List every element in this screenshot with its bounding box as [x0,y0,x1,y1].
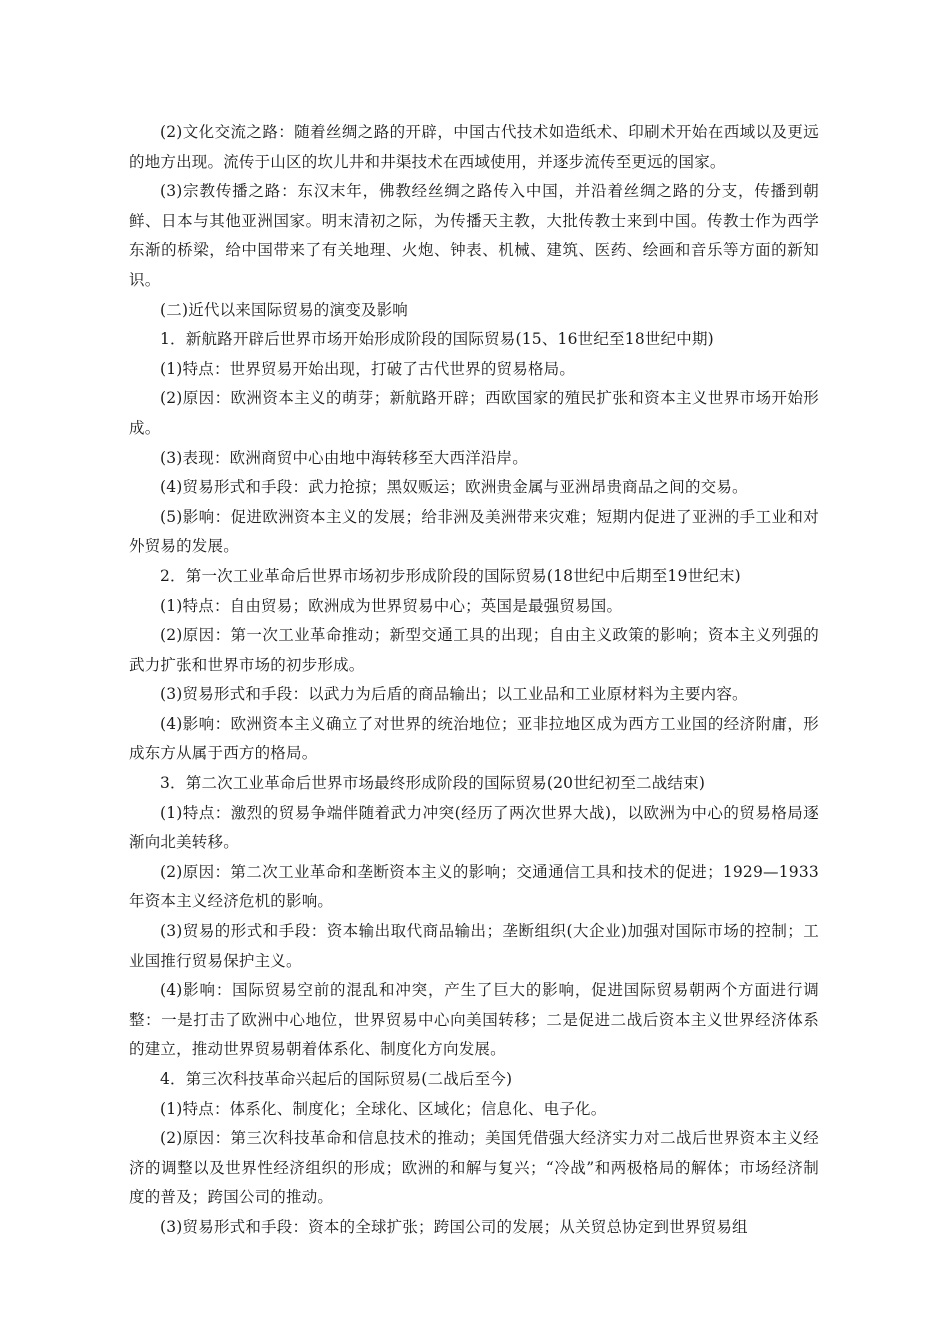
paragraph-item: (3)表现：欧洲商贸中心由地中海转移至大西洋沿岸。 [160,448,528,467]
paragraph-item: (2)原因：欧洲资本主义的萌芽；新航路开辟；西欧国家的殖民扩张和资本主义世界市场开始形成。 [129,389,819,437]
paragraph-item: (3)贸易的形式和手段：资本输出取代商品输出；垄断组织(大企业)加强对国际市场的控制；工业国推行贸易保护主义。 [129,922,819,970]
paragraph-item: (4)贸易形式和手段：武力抢掠；黑奴贩运；欧洲贵金属与亚洲昂贵商品之间的交易。 [160,478,748,497]
paragraph-item: (4)影响：国际贸易空前的混乱和冲突，产生了巨大的影响，促进国际贸易朝两个方面进行调整：一是打击了欧洲中心地位，世界贸易中心向美国转移；二是促进二战后资本主义世界经济体系的建立，推动世界贸易朝着体系化、制度化方向发展。 [129,981,819,1059]
paragraph-item: (3)贸易形式和手段：资本的全球扩张；跨国公司的发展；从关贸总协定到世界贸易组 [160,1217,748,1236]
section-heading-modern-trade: (二)近代以来国际贸易的演变及影响 [160,300,408,319]
paragraph-item: (5)影响：促进欧洲资本主义的发展；给非洲及美洲带来灾难；短期内促进了亚洲的手工业和对外贸易的发展。 [129,507,819,556]
subheading-new-routes-trade: 1．新航路开辟后世界市场开始形成阶段的国际贸易(15、16世纪至18世纪中期) [160,330,714,349]
document-body [129,118,819,1243]
paragraph-item: (1)特点：世界贸易开始出现，打破了古代世界的贸易格局。 [160,359,576,378]
subheading-third-tech-revolution: 4．第三次科技革命兴起后的国际贸易(二战后至今) [160,1070,513,1088]
paragraph-item: (4)影响：欧洲资本主义确立了对世界的统治地位；亚非拉地区成为西方工业国的经济附庸，形成东方从属于西方的格局。 [129,714,819,763]
paragraph-culture-route: (2)文化交流之路：随着丝绸之路的开辟，中国古代技术如造纸术、印刷术开始在西域以及更远的地方出现。流传于山区的坎儿井和井渠技术在西域使用，并逐步流传至更远的国家。 [129,123,819,171]
paragraph-religion-route: (3)宗教传播之路：东汉末年，佛教经丝绸之路传入中国，并沿着丝绸之路的分支，传播到朝鲜、日本与其他亚洲国家。明末清初之际，为传播天主教，大批传教士来到中国。传教士作为西学东渐的桥梁，给中国带来了有关地理、火炮、钟表、机械、建筑、医药、绘画和音乐等方面的新知识。 [129,182,819,289]
subheading-first-industrial-revolution: 2．第一次工业革命后世界市场初步形成阶段的国际贸易(18世纪中后期至19世纪末) [160,566,741,585]
paragraph-item: (1)特点：激烈的贸易争端伴随着武力冲突(经历了两次世界大战)，以欧洲为中心的贸易格局逐渐向北美转移。 [129,803,819,852]
subheading-second-industrial-revolution: 3．第二次工业革命后世界市场最终形成阶段的国际贸易(20世纪初至二战结束) [160,774,706,793]
paragraph-item: (2)原因：第三次科技革命和信息技术的推动；美国凭借强大经济实力对二战后世界资本主义经济的调整以及世界性经济组织的形成；欧洲的和解与复兴；“冷战”和两极格局的解体；市场经济制度的普及；跨国公司的推动。 [129,1129,819,1207]
paragraph-item: (3)贸易形式和手段：以武力为后盾的商品输出；以工业品和工业原材料为主要内容。 [160,685,748,704]
paragraph-item: (2)原因：第一次工业革命推动；新型交通工具的出现；自由主义政策的影响；资本主义列强的武力扩张和世界市场的初步形成。 [129,626,819,674]
paragraph-item: (1)特点：自由贸易；欧洲成为世界贸易中心；英国是最强贸易国。 [160,596,623,615]
paragraph-item: (1)特点：体系化、制度化；全球化、区域化；信息化、电子化。 [160,1099,607,1118]
paragraph-item: (2)原因：第二次工业革命和垄断资本主义的影响；交通通信工具和技术的促进；1929—1933年资本主义经济危机的影响。 [129,862,819,911]
